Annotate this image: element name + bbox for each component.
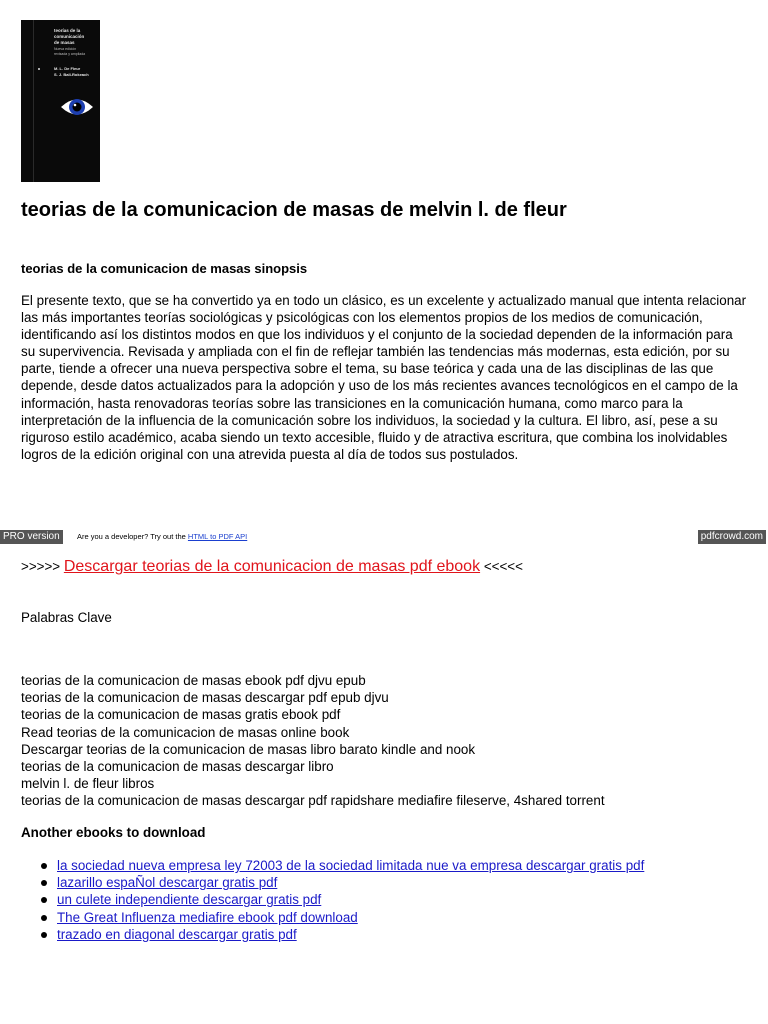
download-ebook-link[interactable]: Descargar teorias de la comunicacion de masas pdf ebook: [63, 558, 481, 575]
bullet-icon: [41, 932, 47, 938]
developer-note-text: Are you a developer? Try out the: [77, 532, 186, 541]
cover-author-line: M. L. De Fleur: [54, 66, 81, 71]
keywords-list: [21, 672, 605, 810]
keyword-item: melvin l. de fleur libros: [21, 776, 155, 792]
pro-version-badge: PRO version: [0, 530, 63, 544]
keyword-item: teorias de la comunicacion de masas ebook pdf djvu epub: [21, 673, 366, 688]
cover-spine-line: [33, 20, 34, 182]
cover-title-line: teorías de la: [54, 28, 81, 33]
download-suffix: <<<<<: [483, 559, 523, 574]
bullet-icon: [41, 863, 47, 869]
keyword-item: Read teorias de la comunicacion de masas online book: [21, 724, 350, 740]
list-item: [21, 909, 644, 926]
synopsis-heading: teorias de la comunicacion de masas sinopsis: [21, 261, 308, 276]
ebook-link[interactable]: The Great Influenza mediafire ebook pdf download: [57, 909, 358, 925]
synopsis-paragraph: El presente texto, que se ha convertido ya en todo un clásico, es un excelente y actualizado manual que intenta relacionar las más importantes teorías sociológicas y psicológicas con los elementos propios de los medios de comunicación, identificando así los distintos modos en que los individuos y el conjunto de la sociedad dependen de la información para su supervivencia. Revisada y ampliada con el fin de reflejar también las tendencias más modernas, esta edición, por su parte, tiende a ofrecer una nueva perspectiva sobre el tema, su base teórica y cada una de las disciplinas de las que depende, desde datos actualizados para la adopción y uso de los más recientes avances tecnológicos en el campo de la información, hasta renovadoras teorías sobre las transiciones en la comunicación humana, como marco para la interpretación de la influencia de la comunicación sobre los individuos, la sociedad y la cultura. El libro, así, pese a su riguroso estilo académico, acaba siendo un texto accesible, fluido y de atractiva escritura, que combina los inolvidables logros de la edición original con una atrevida puesta al día de todos sus postulados.: [21, 293, 747, 462]
list-item: [21, 891, 644, 908]
html-to-pdf-api-link[interactable]: HTML to PDF API: [187, 532, 248, 541]
cover-edition-line: revisada y ampliada: [54, 52, 86, 56]
pdfcrowd-bar: [0, 530, 768, 544]
download-prefix: >>>>>: [21, 559, 61, 574]
cover-dot: [38, 68, 40, 70]
ebook-links-list: [21, 857, 644, 943]
keyword-item: teorias de la comunicacion de masas descargar libro: [21, 759, 334, 775]
bullet-icon: [41, 915, 47, 921]
cover-title-line: de masas: [54, 40, 75, 45]
keyword-item: teorias de la comunicacion de masas descargar pdf rapidshare mediafire fileserve, 4shared torrent: [21, 793, 605, 809]
ebook-link[interactable]: trazado en diagonal descargar gratis pdf: [57, 926, 297, 942]
ebook-link[interactable]: la sociedad nueva empresa ley 72003 de la sociedad limitada nue va empresa descargar gratis pdf: [57, 858, 645, 873]
keywords-heading: Palabras Clave: [21, 610, 112, 625]
keyword-item: teorias de la comunicacion de masas descargar pdf epub djvu: [21, 690, 389, 706]
another-ebooks-heading: Another ebooks to download: [21, 825, 206, 840]
download-line: [21, 558, 523, 576]
cover-title-line: comunicación: [54, 34, 85, 39]
book-cover-image: [21, 20, 100, 182]
list-item: [21, 874, 644, 891]
pdfcrowd-brand-badge: pdfcrowd.com: [698, 530, 766, 544]
cover-author-line: S. J. Ball-Rokeach: [54, 72, 89, 77]
ebook-link[interactable]: lazarillo espaÑol descargar gratis pdf: [57, 875, 278, 891]
ebook-link[interactable]: un culete independiente descargar gratis pdf: [57, 892, 322, 908]
eye-icon: [59, 94, 95, 120]
keyword-item: Descargar teorias de la comunicacion de masas libro barato kindle and nook: [21, 741, 476, 757]
bullet-icon: [41, 897, 47, 903]
cover-edition-line: Nueva edición: [54, 47, 77, 51]
keyword-item: teorias de la comunicacion de masas gratis ebook pdf: [21, 707, 341, 723]
developer-note: [77, 531, 247, 543]
list-item: [21, 926, 644, 943]
bullet-icon: [41, 880, 47, 886]
list-item: [21, 857, 644, 874]
page-title: teorias de la comunicacion de masas de melvin l. de fleur: [21, 199, 567, 221]
